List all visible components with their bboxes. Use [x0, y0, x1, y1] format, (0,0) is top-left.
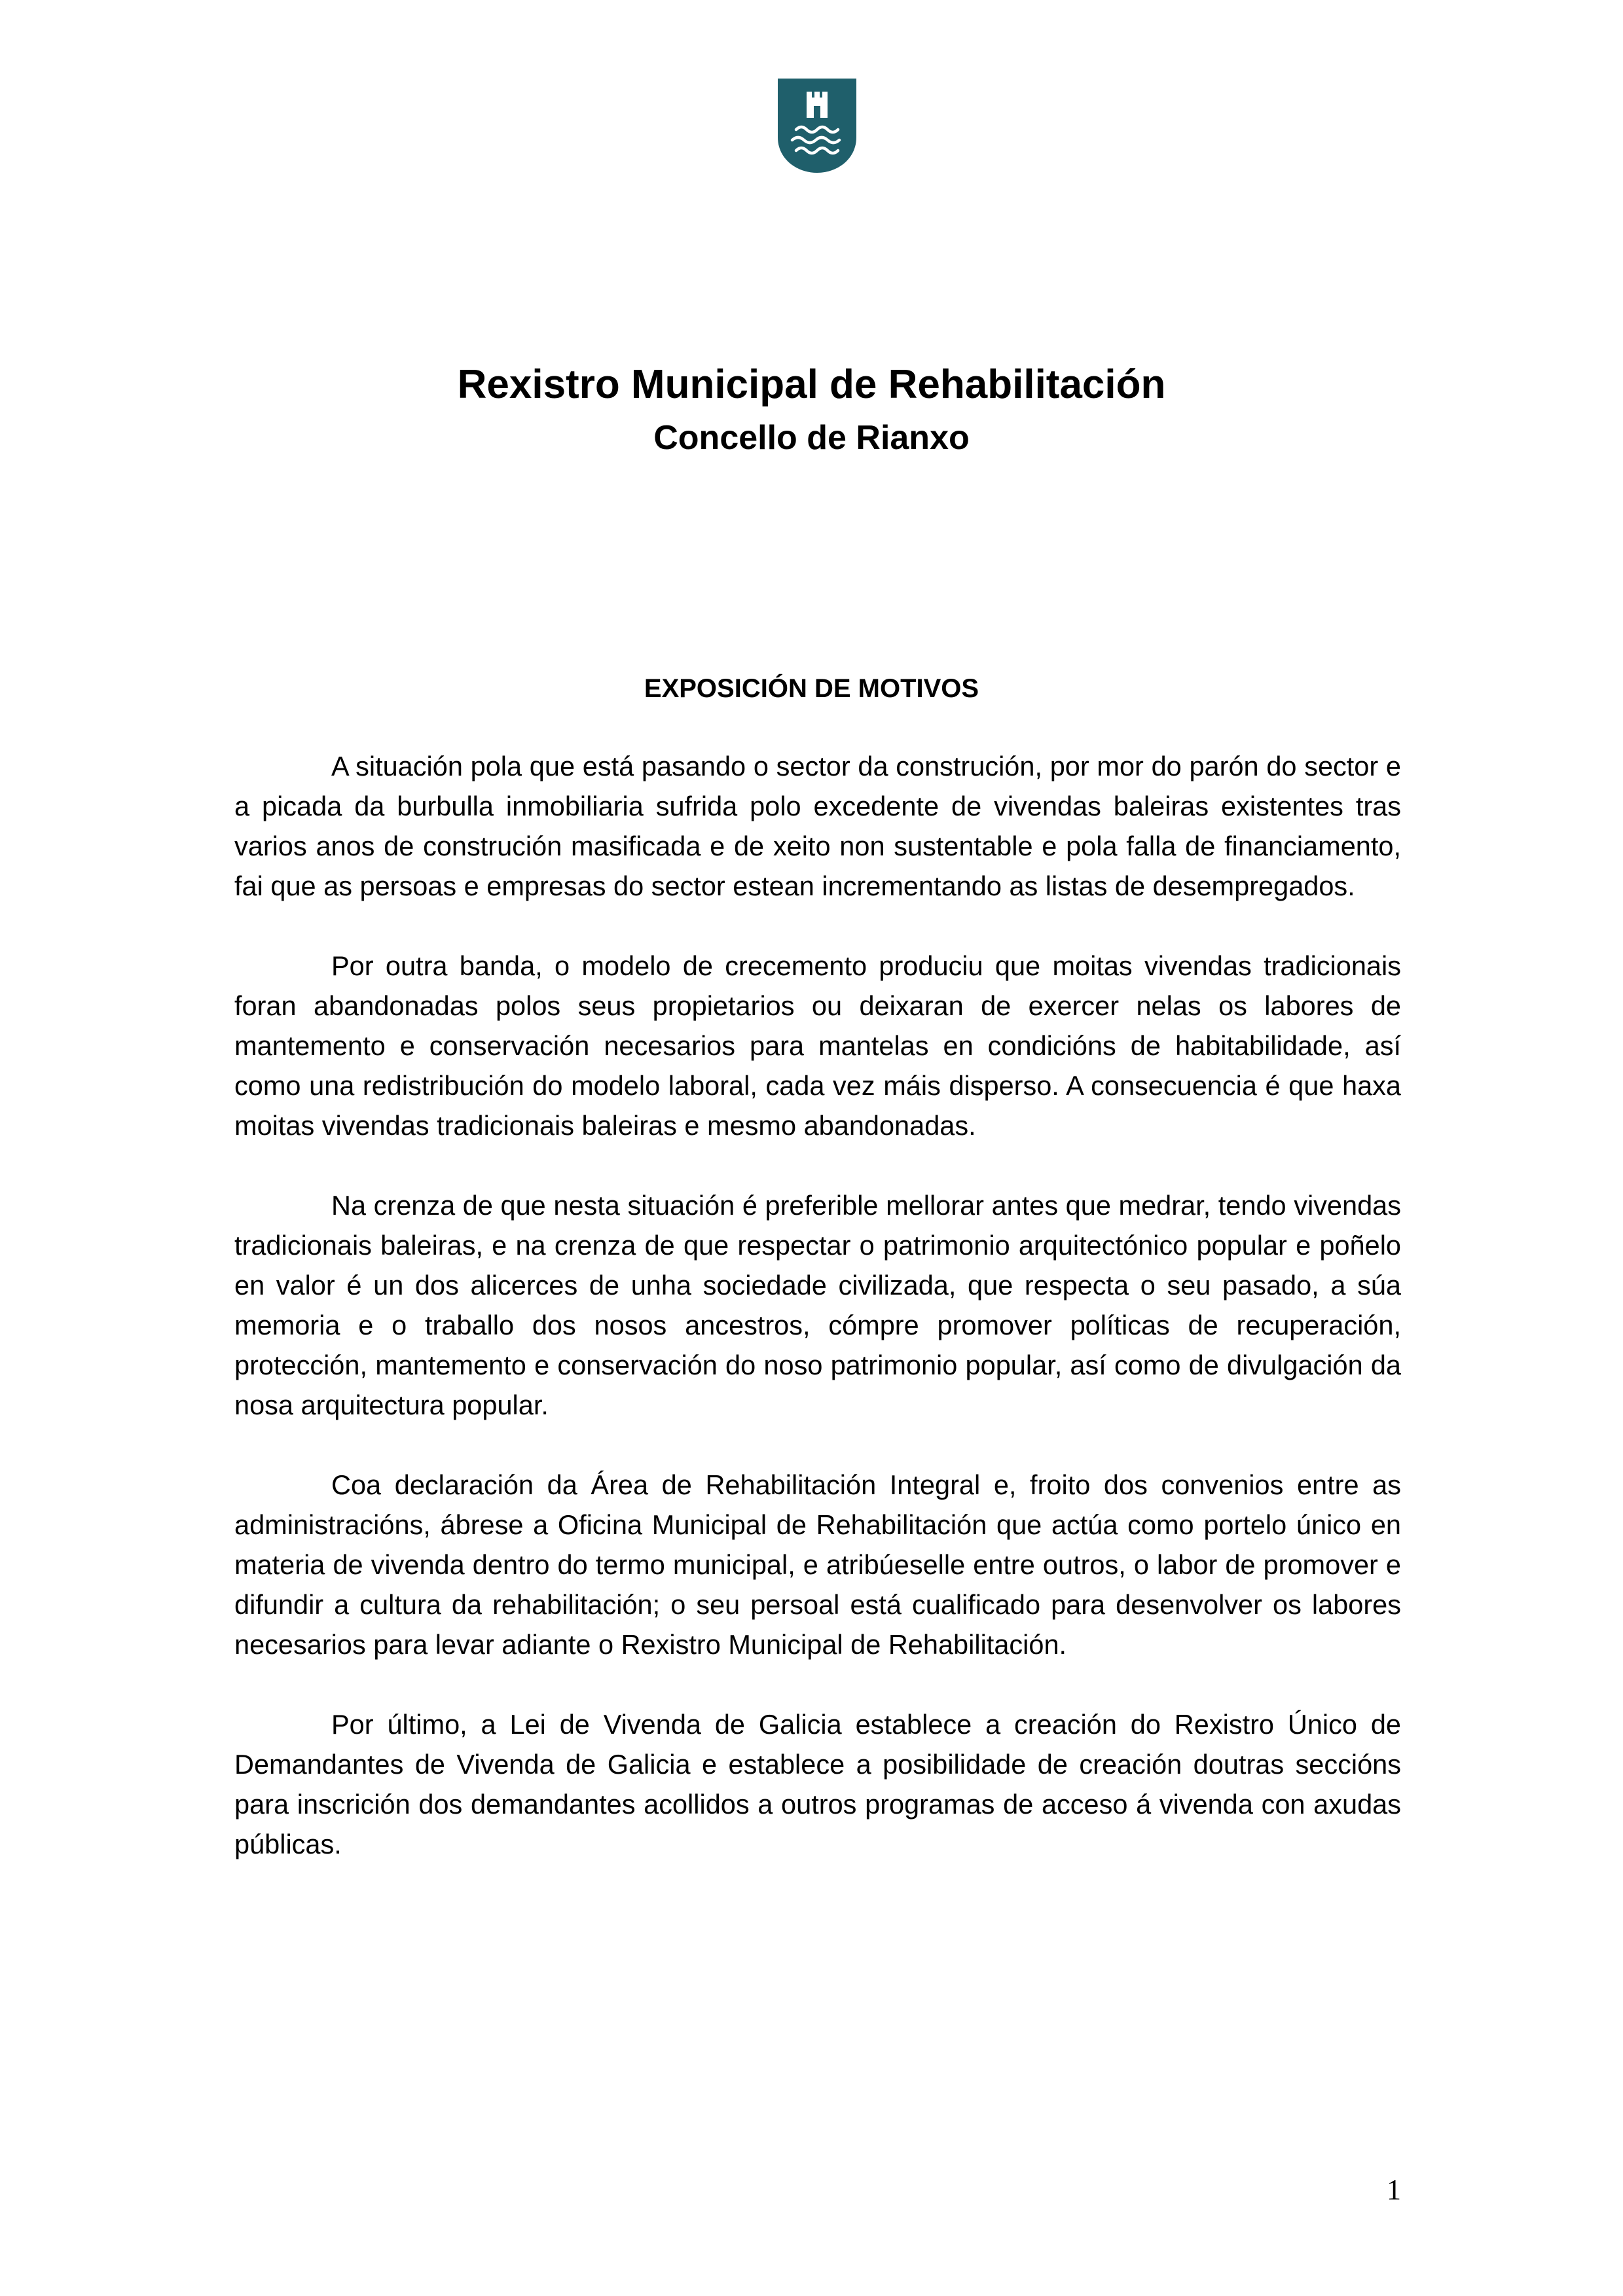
page-number: 1	[1387, 2174, 1401, 2206]
paragraph: Por último, a Lei de Vivenda de Galicia establece a creación do Rexistro Único de Demandantes de Vivenda de Galicia e establece a posibilidade de creación doutras seccións para inscrición dos demandantes acollidos a outros programas de acceso á vivenda con axudas públicas.	[234, 1709, 1401, 1859]
body-text	[234, 746, 1401, 1904]
paragraph: Por outra banda, o modelo de crecemento produciu que moitas vivendas tradicionais foran abandonadas polos seus propietarios ou deixaran de exercer nelas os labores de mantemento e conservación necesarios para mantelas en condicións de habitabilidade, así como una redistribución do modelo laboral, cada vez máis disperso. A consecuencia é que haxa moitas vivendas tradicionais baleiras e mesmo abandonadas.	[234, 950, 1401, 1141]
document-subtitle: Concello de Rianxo	[653, 419, 970, 457]
document-title: Rexistro Municipal de Rehabilitación	[457, 362, 1166, 407]
municipal-shield-logo-icon	[776, 77, 858, 174]
section-heading: EXPOSICIÓN DE MOTIVOS	[644, 674, 979, 703]
paragraph: A situación pola que está pasando o sector da construción, por mor do parón do sector e a picada da burbulla inmobiliaria sufrida polo excedente de vivendas baleiras existentes tras varios anos de construción masificada e de xeito non sustentable e pola falla de financiamento, fai que as persoas e empresas do sector estean incrementando as listas de desempregados.	[234, 751, 1401, 901]
paragraph: Coa declaración da Área de Rehabilitación Integral e, froito dos convenios entre as administracións, ábrese a Oficina Municipal de Rehabilitación que actúa como portelo único en materia de vivenda dentro do termo municipal, e atribúeselle entre outros, o labor de promover e difundir a cultura da rehabilitación; o seu persoal está cualificado para desenvolver os labores necesarios para levar adiante o Rexistro Municipal de Rehabilitación.	[234, 1469, 1401, 1660]
paragraph: Na crenza de que nesta situación é preferible mellorar antes que medrar, tendo vivendas tradicionais baleiras, e na crenza de que respectar o patrimonio arquitectónico popular e poñelo en valor é un dos alicerces de unha sociedade civilizada, que respecta o seu pasado, a súa memoria e o traballo dos nosos ancestros, cómpre promover políticas de recuperación, protección, mantemento e conservación do noso patrimonio popular, así como de divulgación da nosa arquitectura popular.	[234, 1190, 1401, 1420]
